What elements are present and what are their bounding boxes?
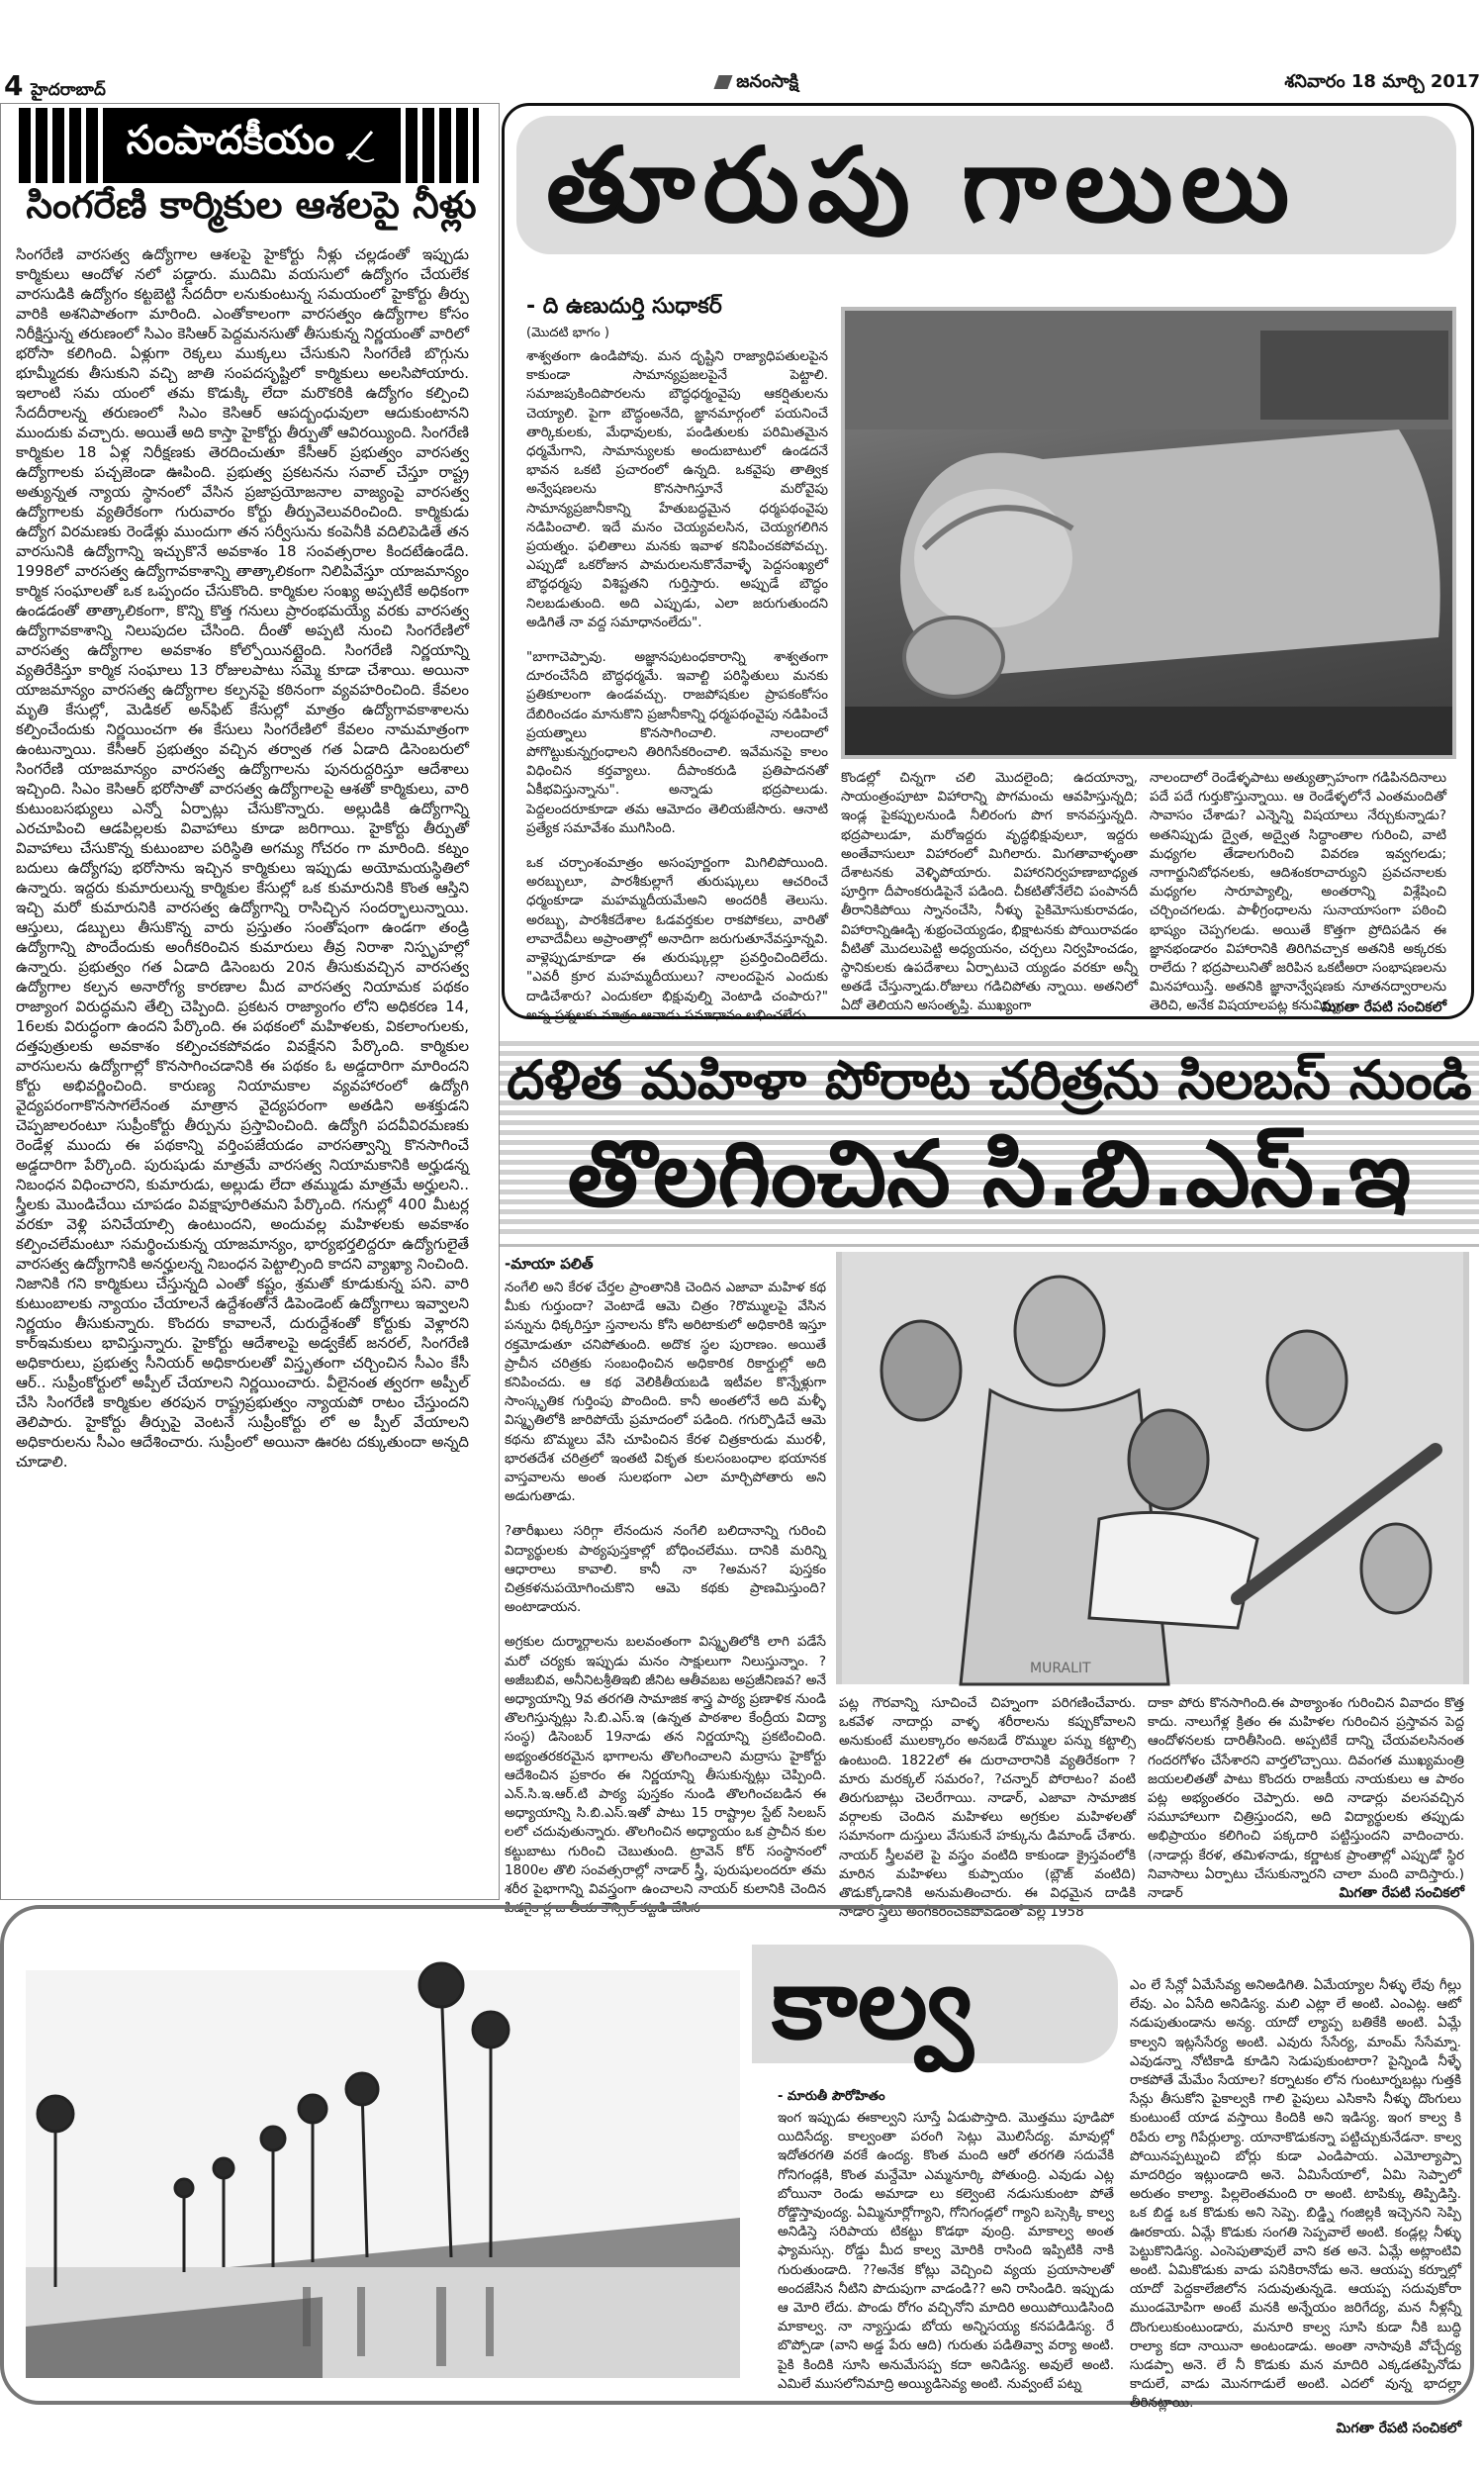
masthead-logo xyxy=(716,71,798,96)
serial-byline: - ది ఉణుదుర్తి సుధాకర్ xyxy=(526,294,722,319)
kalva-title: కాల్వ xyxy=(772,1946,974,2061)
paragraph: నాలందాలో రెండేళ్ళపాటు అత్యుత్సాహంగా గడిపినదినాలు పదే పదే గుర్తుకొస్తున్నాయి. ఆ రెండేళ్ళలోనే ఎంతమందితో సావాసం చేశాడు? ఎన్నెన్ని విషయాలు నేర్చుకున్నాడు? అతనిప్పుడు ద్వైత, అద్వైత సిద్ధాంతాల గురించి, వాటి మధ్యగల తేడాలగురించి వివరణ ఇవ్వగలడు; నాగార్జునిబోధనలకు, ఆదిశంకరాచార్యుని ప్రవచనాలకు మధ్యగల సారూప్యాల్ని, అంతరాన్ని విశ్లేషించి చర్చించగలడు. పాళీగ్రంధాలను సునాయాసంగా పఠించి భాష్యం చెప్పగలడు. అయితే కొత్తగా ప్రోదిపడిన ఈ జ్ఞానభండారం విహారానికి తిరిగివచ్చాక అతనికి అక్కరకు రాలేదు ? భద్రపాలునితో జరిపిన ఒకటీఅరా సంభాషణలను మినహాయిస్తే. అతనికి జ్ఞానాన్వేషణకు నూతనద్వారాలను తెరిచి, అనేక విషయాలపట్ల కనువిప్పు xyxy=(1150,770,1446,1014)
reclining-buddha-photo xyxy=(841,307,1456,759)
serial-part-note: (మొదటి భాగం ) xyxy=(526,326,609,340)
editorial-label: సంపాదకీయం xyxy=(126,118,335,163)
cbse-column-1 xyxy=(505,1279,826,1935)
cbse-headline-line2: తొలగించిన సి.బి.ఎస్.ఇ xyxy=(567,1121,1412,1227)
cbse-headline-band xyxy=(500,1041,1479,1237)
serial-column-3 xyxy=(1150,769,1446,1017)
serial-column-1 xyxy=(526,347,828,1041)
pen-icon xyxy=(344,126,378,165)
kalva-column-1: ఇంగ ఇప్పుడు ఈకాల్వని సూస్తే ఏడుపొస్తాది. మొత్తము పూడిపో యిదిసేద్య. కాల్వంతా పరంగి సెట్లు మొలిసేద్య. మావుల్లో ఇదోతరగతి వరకే ఉంద్య. కొంత మంది ఆరో తరగతి సదువేకి గోనిగండ్లకి, కొంత మన్దేమో ఎమ్మనూర్కి పోతుంద్రి. ఎవుడు ఎట్ల బోయినా రెండు అమాడా లు కల్వెంటె నడుసుకుంటా పోతే రోడ్డొస్తావుంద్య. ఏమ్మినూర్లోగ్యాని, గోనిగండ్లలో గ్యాని బస్సెక్కి కాల్వ అనిడిస్తె సరిపాయ టికట్టు కొడథా వుంద్రి. మాకాల్వ అంత ఫ్యామస్సు. రోడ్డు మీద కాల్వ మోరికి రాసింది ఇప్పిటికి నాకి గురుతుండాది. ??అనేక కోట్లు వెచ్చించి వ్యయ ప్రయాసాలతో అందజేసిన నీటిని పొదుపుగా వాడండి?? అని రాసిండిరి. ఇప్పుడు ఆ మోరి లేదు. పొండు రోగం వచ్చినోని మాదిరి అయిపోయిడిసింది మాకాల్వ. నా న్యాస్తుడు బోయ అన్నిసయ్య కనపడిడిస్య. రే బొప్పోడా (వాని అడ్డ పేరు ఆది) గురుతు పడితివ్వా వర్యా అంటి. పైకి కిందికి సూసి అనుమేసప్ప కదా అనిడిస్య. అవులే అంటి. ఎమిలే ముసలోనిమాద్రి అయ్యిడిసెవ్య అంటి. నువ్వంటే పట్న xyxy=(778,2110,1114,2392)
continued-note: మిగతా రేపటి సంచికలో xyxy=(1321,999,1446,1015)
cbse-column-3 xyxy=(1148,1694,1464,1903)
paragraph: ఎం లే సేన్లో ఏమేసేవ్య అనిఅడిగితి. ఏమేయ్యాల నీళ్ళు లేవు గీల్లు లేవు. ఎం ఏసేది అనిడిస్య. మలి ఎట్లా లే అంటి. ఎంఎట్ల. ఆటో నడుపుతుండాను అన్య. యాదో ల్యాప్ప బతికేకి అంటి. ఏమ్లే కాల్వని ఇట్లసేసేర్య అంటి. ఎవురు సేసేర్య, మాంమ్ సేసేమ్నా. ఎవుడన్నా నోటికాడి కూడిని సెడుపుకుంటారా? పైన్నిండి నీళ్ళే రాకపోతే మేమేం సేయాల? కర్నాటకం లోన గుంటూర్నబట్లు గుత్తకి సేన్లు తీసుకోని పైకాల్వకి గాలి పైపులు ఎసికాసి నీళ్ళు దొంగులు కుంటుంటే యాడ వస్తాయి కిందికి అని ఇడిస్య. ఇంగ కాల్వ కి రిపేరు ల్యా గిపేర్లుల్యా. యానాకొడుకన్నా పట్టిచ్చుకునేడనా. కాల్వ పోయినప్పట్నుంచి బోర్లు కుడా ఎండిపాయ. ఎమోల్యాప్పా మాదరిద్రం ఇట్లుండాది అనె. ఏమిసేయాలో, ఏమి సెప్పాలో అరుతం కాల్యా. పిల్లలెంతమంది రా అంటి. టాపిక్కు తిప్పిడిస్తి. ఒక బిడ్డ ఒక కొడుకు అని సెప్పె. బిడ్డ్ని గంజిల్లకి ఇచ్చెనని సెప్పి ఊరకాయ. ఏమ్లే కొడుకు సంగతి సెప్పవాలే అంటి. కండ్లల్ల నీళ్ళు పెట్టుకొనిడిస్య. ఎంసెపుతావులే వాని కత అనె. ఏమ్లే అట్లాంటివి అంటి. ఏమికొడుకు వాడు పనికిరానోడు అనె. ఆయప్ప కర్నూల్లో యాదో పెద్దకాలేజిలోన సదువుతున్నడె. ఆయప్ప సదువుకోరా ముండమోపిగా అంటే మనకి అన్నేయం జరిగేద్య, మన నీళ్లన్నీ దొంగులుకుంటుండారు, మనూరి కాల్వ సూసి కుడా నీకి బుద్ధి రాల్యా కదా నాయినా అంటండాడు. అంతా నాసావుకి వోచ్చేద్య సుడప్పా అనె. లే నీ కొడుకు మన మాదిరి ఎక్కడతప్పినోడు కాదులే, వాడు మొనగాడులే అంటి. ఎదలో వున్న భాదల్లా తీరినట్లాయి. xyxy=(1130,1977,1461,2412)
continued-note: మిగతా రేపటి సంచికలో xyxy=(1336,2420,1461,2436)
editorial-headline: సింగరేణి కార్మికుల ఆశలపై నీళ్లు xyxy=(26,183,477,227)
editorial-body xyxy=(16,244,469,1472)
painting-signature: MURALIT xyxy=(1030,1661,1091,1676)
paragraph: శాశ్వతంగా ఉండిపోవు. మన దృష్టిని రాజ్యాధిపతులపైన కాకుండా సామాన్యప్రజలపైనే పెట్టాలి. సమాజపుకిందిపొరలను బౌద్ధధర్మంవైపు ఆకర్షితులను చెయ్యాలి. పైగా బౌద్ధంఅనేది, జ్ఞానమార్గంలో పయనించే తార్కికులకు, మేధావులకు, పండితులకు పరిమితమైన ధర్మమేగాని, సామాన్యులకు అందుబాటులో ఉండదనే భావన ఒకటి ప్రచారంలో ఉన్నది. ఒకవైపు తాత్విక అన్వేషణలను కొనసాగిస్తూనే మరోవైపు సామాన్యప్రజానీకాన్ని హేతుబద్ధమైన ధర్మపథంవైపు నడిపించాలి. ఇదే మనం చెయ్యవలసిన, చెయ్యగలిగిన ప్రయత్నం. ఫలితాలు మనకు ఇవాళ కనిపించకపోవచ్చు. ఎప్పుడో ఒకరోజున పామరులనుకొనేవాళ్ళే పెద్దసంఖ్యలో బౌద్ధధర్మపు విశిష్టతని గుర్తిస్తారు. అప్పుడే బౌద్ధం నిలబడుతుంది. అది ఎప్పుడు, ఎలా జరుగుతుందని అడిగితే నా వద్ద సమాధానంలేదు". xyxy=(526,348,828,630)
cbse-headline-line1: దళిత మహిళా పోరాట చరిత్రను సిలబస్ నుండి xyxy=(507,1049,1472,1111)
kalva-column-2 xyxy=(1130,1976,1461,2438)
paragraph: ఒక చర్చాంశంమాత్రం అసంపూర్ణంగా మిగిలిపోయింది. అరబ్బులూ, పారశీకుల్లాగే తురుష్కులు ఆచరించే ధర్మంకూడా మహమ్మదీయమేఅని అందరికీ తెలుసు. అరబ్బు, పారశీకదేశాల ఓడవర్తకుల రాకపోకలు, వారితో లావాదేవీలు అప్రాంతాల్లో అనాదిగా జరుగుతూనేవస్తూన్నవి. వాళ్లెప్పుడూకూడా ఈ తురుష్కుల్లా ప్రవర్తించిందిలేదు. "ఎవరీ క్రూర మహమ్మదీయులు? నాలందపైన ఎందుకు దాడిచేశారు? ఎందుకలా భిక్షువుల్ని వెంటాడి చంపారు?" అన్న ప్రశ్నలకు మాత్రం ఆనాడు సమాధానం లభించలేదు. xyxy=(526,855,828,1023)
edition-city: హైదరాబాద్ xyxy=(31,80,106,100)
logo-icon xyxy=(713,75,732,89)
paragraph: అగ్రకుల దుర్మార్గాలను బలవంతంగా విస్మృతిలోకి లాగి పడేసే మరో చర్యకు ఇప్పుడు మనం సాక్షులుగా నిలుస్తున్నాం. ?అజీబబివ, అనీనిటశ్రీతిఇబి జీనిట ఆతీవబబ అప్రజీనిణవ? అనే అధ్యాయాన్ని 9వ తరగతి సామాజిక శాస్త్ర పాఠ్య ప్రణాళిక నుండి తొలగిస్తున్నట్లు సి.బి.ఎస్.ఇ (ఉన్నత పాఠశాల కేంద్రీయ విద్యా సంస్థ) డిసెంబర్ 19నాడు తన నిర్ణయాన్ని ప్రకటించింది. అభ్యంతరకరమైన భాగాలను తొలగించాలని మద్రాసు హైకోర్టు ఆదేశించిన ప్రకారం ఈ నిర్ణయాన్ని తీసుకున్నట్లు చెప్పింది. ఎన్.సి.ఇ.ఆర్.టి పాఠ్య పుస్తకం నుండి తొలగించబడిన ఈ అధ్యాయాన్ని సి.బి.ఎస్.ఇతో పాటు 15 రాష్ట్రాల స్టేట్ సిలబస్ లలో చదువుతున్నారు. తొలగించిన అధ్యాయం ఒక ప్రాచీన కుల కట్టుబాటు గురించి చెబుతుంది. ట్రావెన్ కోర్ సంస్థానంలో 1800ల తొలి సంవత్సరాల్లో నాడార్ స్త్రీ, పురుషులందరూ తమ శరీర పైభాగాన్ని వివస్త్రంగా ఉంచాలని నాయర్ కులానికి చెందిన పిడగైకార్ల జాతీయ కౌన్సిల్ కట్టడి చేసిన xyxy=(505,1634,826,1917)
serial-title: తూరుపు గాలులు xyxy=(546,125,1298,245)
page-number: 4 xyxy=(4,69,24,102)
editorial-paragraph: నిజానికి గని కార్మికులు చేస్తున్నది ఎంతో కష్టం, శ్రమతో కూడుకున్న పని. వారి కుటుంబాలకు న్యాయం చేయాలనే ఉద్దేశంతోనే డిపెండెంట్ ఉద్యోగాలు ఇవ్వాలని నిర్ణయం తీసుకున్నారు. కొందరు కావాలనే, దురుద్దేశంతో కోర్టుకు వెళ్లారని కార్ఇమకులు భావిస్తున్నారు. హైకోర్టు ఆదేశాలపై అడ్వకేట్ జనరల్, సింగరేణి అధికారులు, ప్రభుత్వ సీనియర్ అధికారులతో విస్తృతంగా చర్చించిన సీఎం కేసీ ఆర్.. సుప్రీంకోర్టులో అప్పీల్ చేయాలని నిర్ణయించారు. వీలైనంత త్వరగా అప్పీల్ చేసి సింగరేణి కార్మికుల తరపున రాష్ట్రప్రభుత్వం న్యాయపో రాటం చేస్తుందని తెలిపారు. హైకోర్టు తీర్పుపై వెంటనే సుప్రీంకోర్టు లో అ ప్పీల్ వేయాలని అధికారులను సీఎం ఆదేశించారు. సుప్రీంలో అయినా ఊరట దక్కుతుందా అన్నది చూడాలి. xyxy=(16,1275,469,1471)
serial-column-2: కొండల్లో చిన్నగా చలి మొదలైంది; ఉదయాన్నా, సాయంత్రంపూటా విహారాన్ని పొగమంచు ఆవహిస్తున్నది; ఇండ్ల పైకప్పులనుండి నీలిరంగు పొగ కానవస్తున్నది. భద్రపాలుడూ, మరోఇద్దరు వృద్ధభిక్షువులూ, ఇద్దరు అంతేవాసులూ విహారంలో మిగిలారు. మిగతావాళ్ళంతా దేశాటనకు వెళ్ళిపోయారు. విహారనిర్వహణాబాధ్యత పూర్తిగా దీపాంకరుడిపైనే పడింది. చీకటితోనేలేచి పంపానదీ తీరానికిపోయి స్నానంచేసి, నీళ్ళు పైకిమోసుకురావడం, విహారాన్నిఊడ్చి శుభ్రంచెయ్యడం, భిక్షాటనకు పోయిరావడం వీటితో మొదలుపెట్టి అధ్యయనం, చర్చలు నిర్వహించడం, స్థానికులకు ఉపదేశాలు ఏర్పాటుచె య్యడం వరకూ అన్నీ అతడే చేస్తున్నాడు.రోజులు గడిచిపోతు న్నాయి. అతనిలో ఏదో తెలియని అసంతృప్తి. ముఖ్యంగా xyxy=(841,770,1138,1014)
editorial-paragraph: సింగరేణి వారసత్వ ఉద్యోగాల ఆశలపై హైకోర్టు నీళ్లు చల్లడంతో ఇప్పుడు కార్మికులు ఆందోళ నలో పడ్డారు. ముదిమి వయసులో ఉద్యోగం చేయలేక వారసుడికి ఉద్యోగం కట్టబెట్టి సేదదీరా లనుకుంటున్న సమయంలో హైకోర్టు తీర్పు వారికి అశనిపాతంగా మారింది. ఎంతోకాలంగా వారసత్వం ఉద్యోగాల కోసం నిరీక్షిస్తున్న తరుణంలో సిఎం కెసిఆర్ పెద్దమనసుతో తీసుకున్న నిర్ణయంతో వారిలో భరోసా కలిగింది. ఏళ్లుగా రెక్కలు ముక్కలు చేసుకుని సింగరేణి బొగ్గును భూమ్మీదకు తీసుకుని వచ్చి జాతి సంపదసృష్టిలో కార్మికులు అలసిపోయారు. ఇలాంటి సమ యంలో తమ కొడుక్కి లేదా మరొకరికి ఉద్యోగం కల్పించి సేదదీరాలన్న తరుణంలో సిఎం కెసిఆర్ ఆపద్బంధువులా ఆదుకుంటానని ముందుకు వచ్చారు. అయితే అది కాస్తా హైకోర్టు తీర్పుతో ఆవిరయ్యింది. సింగరేణి కార్మికుల 18 ఏళ్ల నిరీక్షణకు తెరదించుతూ కేసీఆర్ ప్రభుత్వం వారసత్వ ఉద్యోగాలకు పచ్చజెండా ఊపింది. ప్రభుత్వ ప్రకటనను సవాల్ చేస్తూ రాష్ట్ర అత్యున్నత న్యాయ స్థానంలో వేసిన ప్రజాప్రయోజనాల వాజ్యంపై వారసత్వ ఉద్యోగాలకు వ్యతిరేకంగా గురువారం కోర్టు తీర్పువెలువరించింది. కార్మికుడు ఉద్యోగ విరమణకు రెండేళ్లు ముందుగా తన సర్వీసును కంపెనీకి వదిలిపెడితే తన వారసునికి ఉద్యోగాన్ని ఇచ్చుకొనే అవకాశం 18 సంవత్సరాల కిందటేఉండేది. 1998లో వారసత్వ ఉద్యోగావకాశాన్ని తాత్కాలికంగా నిలిపివేస్తూ యాజమాన్యం కార్మిక సంఘాలతో ఒక ఒప్పందం చేసుకొంది. కార్మికుల సంఖ్య అప్పటికే అధికంగా ఉండడంతో తాత్కాలికంగా, కొన్ని కొత్త గనులు ప్రారంభమయ్యే వరకు వారసత్వ ఉద్యోగావకాశాన్ని నిలుపుదల చేసింది. దీంతో అప్పటి నుంచి సింగరేణిలో వారసత్వ ఉద్యోగాల అవకాశం కోల్పోయినట్లైంది. సింగరేణి నిర్ణయాన్ని వ్యతిరేకిస్తూ కార్మిక సంఘాలు 13 రోజులపాటు సమ్మె కూడా చేశాయి. అయినా యాజమాన్యం వారసత్వ ఉద్యోగాల కల్పనపై కఠినంగా వ్యవహరించింది. కేవలం మృతి కేసుల్లో, మెడికల్ అన్‌ఫిట్ కేసుల్లో మాత్రం ఉద్యోగావకాశాలను కల్పించేందుకు నిర్ణయించగా ఈ కేసులు సింగరేణిలో కేవలం నామమాత్రంగా ఉంటున్నాయి. కేసీఆర్ ప్రభుత్వం వచ్చిన తర్వాత గత ఏడాది డిసెంబరులో సింగరేణి యాజమాన్యం వారసత్వ ఉద్యోగాలను పునరుద్దరిస్తూ ఆదేశాలు ఇచ్చింది. సిఎం కెసిఆర్ భరోసాతో వారసత్వ ఉద్యోగాలపై ఆశతో కార్మికులు, వారి కుటుంబసభ్యులు ఎన్నో ఏర్పాట్లు చేసుకొన్నారు. xyxy=(16,245,469,817)
editorial-paragraph: అల్లుడికి ఉద్యోగాన్ని ఎరచూపించి ఆడపిల్లలకు వివాహాలు కూడా జరిగాయి. హైకోర్టు తీర్పుతో వివాహాలు చేసుకొన్న కుటుంబాల పరిస్థితి అగమ్య గోచరం గా మారింది. కట్నం బదులు ఉద్యోగపు భరోసాను ఇచ్చిన కార్మికులు ఇప్పుడు అయోమయస్థితిలో ఉన్నారు. ఇద్దరు కుమారులున్న కార్మికుల కేసుల్లో ఒక కుమారునికి కొంత ఆస్తిని ఇచ్చి మరో కుమారునికి వారసత్వ ఉద్యోగాన్ని రాసిచ్చిన సందర్భాలున్నాయి. ఆస్తులు, డబ్బులు తీసుకొన్న వారు ప్రస్తుతం సంతోషంగా ఉండగా తండ్రి ఉద్యోగాన్ని పొందేందుకు అంగీకరించిన కుమారులు తీవ్ర నిరాశా నిస్పృహల్లో ఉన్నారు. ప్రభుత్వం గత ఏడాది డిసెంబరు 20న తీసుకువచ్చిన వారసత్వ ఉద్యోగాల కల్పన అనారోగ్య కారణాల మీద వారసత్వ నియామక పథకం రాజ్యాంగ విరుద్ధమని తేల్చి చెప్పింది. ప్రకటన రాజ్యాంగం లోని అధికరణ 14, 16లకు విరుద్ధంగా ఉందని పేర్కొంది. ఈ పథకంలో మహిళలకు, వికలాంగులకు, దత్తపుత్రులకు అవకాశం కల్పించకపోవడం వివక్షేనని పేర్కొంది. కార్మికుల వారసులను ఉద్యోగాల్లో కొనసాగించడానికి ఈ పథకం ఓ అడ్డదారిగా మారిందని కోర్టు అభివర్ణించింది. కారుణ్య నియామకాల వ్యవహారంలో ఉద్యోగి వైద్యపరంగాకొనసాగలేనంత మాత్రాన వైద్యపరంగా అతడిని అశక్తుడని చెప్పజాలరంటూ సుప్రీంకోర్టు తీర్పును ప్రస్తావించింది. ఉద్యోగి పదవీవిరమణకు రెండేళ్ల ముందు ఈ పథకాన్ని వర్తింపజేయడం వారసత్వాన్ని కొనసాగించే అడ్డదారిగా పేర్కొంది. పురుషుడు మాత్రమే వారసత్వ నియామకానికి అర్హుడన్న నిబంధన విధించారని, కుమారుడు, అల్లుడు లేదా తమ్ముడు మాత్రమే అర్హులని.. స్త్రీలకు మొండిచేయి చూపడం వివక్షాపూరితమని పేర్కొంది. గనుల్లో 400 మీటర్ల వరకూ వెళ్లి పనిచేయాల్సి ఉంటుందని, అందువల్ల మహిళలకు అవకాశం కల్పించలేమంటూ సమర్థించుకున్న యాజమాన్యం, భార్యభర్తలిద్దరూ ఉద్యోగులైతే వారసత్వ ఉద్యోగానికి అనర్హులన్న నిబంధన పెట్టాల్సింది కాదని వ్యాఖ్యా నించింది. xyxy=(16,800,469,1273)
editorial-column xyxy=(0,103,500,1900)
page-header xyxy=(4,69,1480,102)
paragraph: దాకా పోరు కొనసాగింది.ఈ పాఠ్యాంశం గురించిన వివాదం కొత్త కాదు. నాలుగేళ్ల క్రితం ఈ మహిళల గురించిన ప్రస్తావన పెద్ద ఆందోళనలకు దారితీసింది. అప్పటికే దాన్ని చేయవలసినంత గందరగోళం చేసేశారని వార్తలొచ్చాయి. దివంగత ముఖ్యమంత్రి జయలలితతో పాటు కొందరు రాజకీయ నాయకులు ఆ పాఠం పట్ల అభ్యంతరం చెప్పారు. అది నాడార్లు వలసవచ్చిన సమూహాలుగా చిత్రిస్తుందని, అది విద్యార్థులకు తప్పుడు అభిప్రాయం కలిగించి పక్కదారి పట్టిస్తుందని వాదించారు. (నాడార్లు కేరళ, తమిళనాడు, కర్ణాటక ప్రాంతాల్లో ఎప్పుడో స్థిర నివాసాలు ఏర్పాటు చేసుకున్నారని చాలా మంది వాదిస్తారు.) నాడార్ xyxy=(1148,1695,1464,1902)
serial-article-box xyxy=(502,103,1474,1023)
serial-title-panel xyxy=(516,116,1456,254)
issue-date: శనివారం 18 మార్చి 2017 xyxy=(1284,71,1480,92)
kalva-title-panel xyxy=(752,1945,1118,2063)
canal-palm-photo xyxy=(26,1970,740,2378)
nangeli-painting xyxy=(836,1252,1469,1684)
paragraph: "బాగాచెప్పావు. అజ్ఞానపుటంధకారాన్ని శాశ్వతంగా దూరంచేసేది బౌద్ధధర్మమే. ఇవాల్టి పరిస్థితులు మనకు ప్రతికూలంగా ఉండవచ్చు. రాజపోషకుల ప్రాపకంకోసం దేబిరించడం మానుకొని ప్రజానీకాన్ని ధర్మపథంవైపు నడిపించే ప్రయత్నాలు కొనసాగించాలి. నాలందాలో పోగొట్టుకున్నగ్రంధాలని తిరిగిసేకరించాలి. ఇవేమనపై కాలం విధించిన కర్తవ్యాలు. దీపాంకరుడి ప్రతిపాదనతో ఏకీభవిస్తున్నాను". అన్నాడు భద్రపాలుడు. పెద్దలందరూకూడా తమ ఆమోదం తెలియజేసారు. ఆనాటి ప్రత్యేక సమావేశం ముగిసింది. xyxy=(526,649,828,836)
continued-note: మిగతా రేపటి సంచికలో xyxy=(1339,1885,1464,1902)
kalva-article-box xyxy=(0,1905,1474,2436)
kalva-byline: - మారుతీ పౌరోహితం xyxy=(778,2089,885,2104)
divider xyxy=(500,1244,1479,1247)
paragraph: నంగేలి అని కేరళ చేర్తల ప్రాంతానికి చెందిన ఎజావా మహిళ కథ మీకు గుర్తుందా? వెంటాడే ఆమె చిత్రం ?రొమ్ములపై వేసిన పన్నును ధిక్కరిస్తూ స్తనాలను కోసి అరిటాకులో అధికారికి ఇస్తూ రక్తమోడుతూ చనిపోతుంది. అదొక స్థల పురాణం. అయితే ప్రాచీన చరిత్రకు సంబంధించిన అధికారిక రికార్డుల్లో అది కనిపించదు. ఆ కథ వెలికితీయబడి ఇటీవల కొన్నేళ్లుగా సాంస్కృతిక గుర్తింపు పొందింది. కానీ అంతలోనే అది మళ్ళీ విస్మృతిలోకి జారిపోయే ప్రమాదంలో పడింది. గగుర్పొడిచే ఆమె కథను బొమ్మలు వేసి చూపించిన కేరళ చిత్రకారుడు మురళీ, భారతదేశ చరిత్రలో ఇంతటి వికృత కులసంబంధాల భయానక వాస్తవాలను అంత సులభంగా ఎలా మార్చిపోతారు అని అడుగుతాడు. xyxy=(505,1280,826,1505)
paper-name: జనంసాక్షి xyxy=(736,71,799,92)
paragraph: ?తారీఖులు సరిగ్గా లేనందున నంగేలి బలిదానాన్ని గురించి విద్యార్థులకు పాఠ్యపుస్తకాల్లో బోధించలేము. దానికి మరిన్ని ఆధారాలు కావాలి. కానీ నా ?అమన? పుస్తకం చిత్రకళనుపయోగించుకొని ఆమె కథకు ప్రాణమిస్తుంది? అంటాడాయన. xyxy=(505,1523,826,1616)
cbse-byline: -మాయా పలిత్ xyxy=(505,1255,594,1273)
editorial-banner xyxy=(19,108,479,183)
cbse-column-2: పట్ల గౌరవాన్ని సూచించే చిహ్నంగా పరిగణించేవారు. ఒకవేళ నాదార్లు వాళ్ళ శరీరాలను కప్పుకోవాలని అనుకుంటే ములక్కారం అనబడే రొమ్ముల పన్ను కట్టాల్సి ఉంటుంది. 1822లో ఈ దురాచారానికి వ్యతిరేకంగా ?మారు మరక్కల్ సమరం?, ?చన్నార్ పోరాటం? వంటి తిరుగుబాట్లు చెలరేగాయి. నాడార్, ఎజావా సామాజిక వర్గాలకు చెందిన మహిళలు అగ్రకుల మహిళలతో సమానంగా దుస్తులు వేసుకునే హక్కును డిమాండ్ చేశారు. నాయర్ స్త్రీలవలె పై వస్త్రం వంటిది కాకుండా క్రైస్తవంలోకి మారిన మహిళలు కుప్పాయం (బ్లౌజ్ వంటిది) తొడుక్కోడానికి అనుమతించారు. ఈ విధమైన దాడికి నాడార్ స్త్రీలు అంగీకరించకపోవడంతో వల్ల 1958 xyxy=(839,1695,1136,1921)
